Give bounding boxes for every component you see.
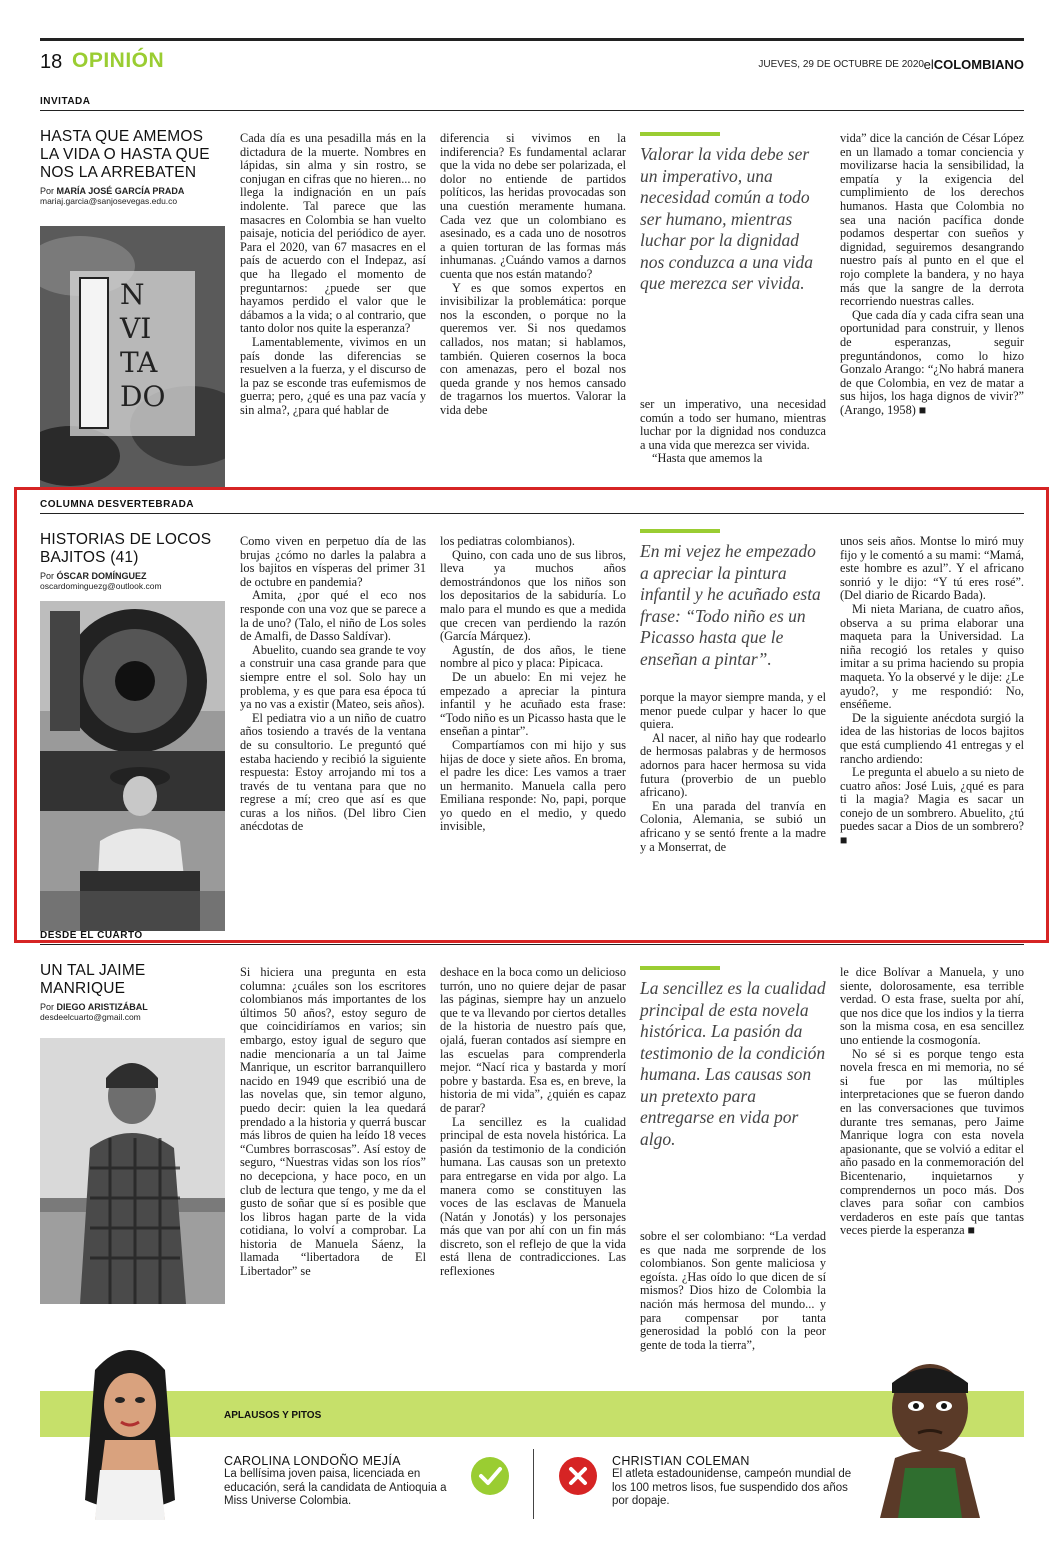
pull-quote: Valorar la vida debe ser un imperativo, una necesidad común a todo ser humano, mientras luchar por la dignidad nos conduzca a una vida que merezca ser vivida. xyxy=(640,132,826,295)
author-block xyxy=(40,531,225,591)
author-block xyxy=(40,128,225,206)
pito-name: CHRISTIAN COLEMAN xyxy=(612,1454,750,1468)
masthead: elCOLOMBIANO xyxy=(923,57,1024,72)
article-headline: UN TAL JAIME MANRIQUE xyxy=(40,962,146,997)
invitado-image xyxy=(40,226,225,488)
article-column-2: deshace en la boca como un delicioso turrón, uno no quiere dejar de pasar las páginas, siempre hay un anzuelo que te va llevando por ciertos detalles de la historia de nuestro país que, ojalá, fueran contados así siempre en las escuelas para comprenderla mejor. “Nací rica y bastarda y morí pobre y bastarda. Esa es, en breve, la historia de mi vida”, ¿quién es capaz de parar? La sencillez es la cualidad principal de esta novela histórica. La pasión da testimonio de la condición humana. Las causas son un pretexto para entregarse en vida por algo. La manera como se constituyen las voces de las esclavas de Manuela (Natán y Jonotás) y los personajes más que van por ahí con un fin más discreto, son el reflejo de que la vida está llena de contradicciones. Las reflexiones xyxy=(440,966,626,1279)
section-label: COLUMNA DESVERTEBRADA xyxy=(40,499,195,510)
check-icon xyxy=(470,1456,510,1496)
author-photo xyxy=(40,1038,225,1304)
invitado-word: N VI TA DO xyxy=(120,278,166,413)
section-label: INVITADA xyxy=(40,96,91,107)
author-photo xyxy=(40,601,225,931)
author-photo-graphic xyxy=(40,1038,225,1304)
article-column-2: diferencia si vivimos en la indiferencia? Es fundamental aclarar que la vida no debe ser polarizada, el dolor no entiende de partidos políticos, las heridas provocadas son una cuestión meramente humana. Cada vez que un colombiano es asesinado, es a cada uno de nosotros a quien torturan de las formas más inhumanas. ¿Cuándo vamos a darnos cuenta que nos están matando? Y es que somos expertos en invisibilizar la problemática: porque nos la esconden, o porque no la queremos ver. Si nos quedamos callados, nos matan; si hablamos, también. Quieren cosernos la boca con amenazas, pero el bozal nos queda grande y nos hemos cansado de tragarnos los muertos. Valorar la vida debe xyxy=(440,132,626,417)
article-column-3: porque la mayor siempre manda, y el menor puede culpar y hacer lo que quiera. Al nacer, al niño hay que rodearlo de hermosas palabras y de hermosos adornos para hacer hermosa su vida futura (proverbio de un pueblo africano). En una parada del tranvía en Colonia, Alemania, se subió un africano y se sentó frente a la madre y a Monserrat, de xyxy=(640,691,826,854)
caricature-man xyxy=(870,1338,990,1518)
divider xyxy=(533,1449,534,1519)
aplauso-item xyxy=(224,1454,464,1509)
article-headline: HISTORIAS DE LOCOS BAJITOS (41) xyxy=(40,531,212,566)
divider xyxy=(40,110,1024,111)
byline: Por MARÍA JOSÉ GARCÍA PRADA xyxy=(40,186,185,196)
dateline: JUEVES, 29 DE OCTUBRE DE 2020 xyxy=(758,59,924,70)
section-name: OPINIÓN xyxy=(72,49,165,72)
quote-accent-bar xyxy=(640,132,720,136)
byline: Por DIEGO ARISTIZÁBAL xyxy=(40,1002,148,1012)
article-column-1: Como viven en perpetuo día de las brujas ¿cómo no darles la palabra a los bajitos en vísperas del primer 31 de octubre en pandemia? Amita, ¿por qué el eco nos responde con una voz que se parece a la de uno? (Talo, el niño de Los soles de Amalfi, de Dasso Saldívar). Abuelito, cuando sea grande te voy a construir una casa grande para que siempre entre el sol. Solo hay un problema, y es que para esa época tú ya no vas a existir (Mateo, seis años). El pediatra vio a un niño de cuatro años tosiendo a través de la ventana de su consultorio. Le preguntó qué estaba haciendo y recibió la siguiente respuesta: Estoy arrojando mi tos a través de tu ventana para que no regrese a mí; creo que así es que curas a los niños. (Del libro Cien anécdotas de xyxy=(240,535,426,834)
quote-accent-bar xyxy=(640,966,720,970)
article-column-2: los pediatras colombianos). Quino, con cada uno de sus libros, lleva ya muchos años demostrándonos que los niños son los depositarios de la sabiduría. Lo malo para el mundo es que a medida que crecen van perdiendo la razón (García Márquez). Agustín, de dos años, le tiene nombre al pico y placa: Pipicaca. De un abuelo: En mi vejez he empezado a apreciar la pintura infantil y he acuñado esta frase: “Todo niño es un Picasso hasta que le enseñan a pintar”. Compartíamos con mi hijo y sus hijas de doce y siete años. En broma, el padre les dice: Les vamos a traer un hermanito. Manuela calla pero Emiliana responde: No, papi, porque yo quedo en el medio, y quedo invisible, xyxy=(440,535,626,834)
pito-item xyxy=(612,1454,852,1509)
author-email: oscardominguezg@outlook.com xyxy=(40,581,162,591)
aplauso-text: La bellísima joven paisa, licenciada en educación, será la candidata de Antioquia a Miss Universe Colombia. xyxy=(224,1468,447,1507)
article-column-4: unos seis años. Montse lo miró muy fijo y le comentó a su mami: “Mamá, este hombre es azul”. Y el africano sonrió y le dijo: “Y tú eres rosé”. (Del diario de Ricardo Bada). Mi nieta Mariana, de cuatro años, observa a su prima elaborar una maqueta para la Universidad. La niña recogió los retales y quiso imitar a su prima haciendo su propia maqueta. Yo la observé y le dije: ¿Le ayudo?, y me respondió: No, enséñeme. De la siguiente anécdota surgió la idea de las historias de locos bajitos que está cumpliendo 41 entregas y el rancho ardiendo: Le pregunta el abuelo a su nieto de cuatro años: José Luis, ¿qué es para ti la magia? Magia es sacar un conejo de un sombrero. Abuelito, ¿tú puedes sacar a Dios de un sombrero? ■ xyxy=(840,535,1024,848)
article-column-4: le dice Bolívar a Manuela, y uno siente, dolorosamente, esa terrible verdad. O esta frase, suelta por ahí, que nos dice que los indios y la tierra son la misma cosa, en esa sencillez uno entiende la cosmogonía. No sé si es porque tengo esta novela fresca en mi memoria, no sé si fue por las múltiples interpretaciones que se fueron dando en las conversaciones que tuvimos durante tres semanas, pero Jaime Manrique logra con esta novela apasionante, que se volvió a editar el año pasado en la conmemoración del Bicentenario, inquietarnos y comprendernos un poco más. Dos claves para soñar con cambios verdaderos en este país que tantas veces pierde la esperanza ■ xyxy=(840,966,1024,1238)
article-column-4: vida” dice la canción de César López en un llamado a tomar conciencia y movilizarse hacia la sensibilidad, la empatía y la exigencia del cumplimiento de los derechos humanos. Hasta que Colombia no sea una nación pacífica donde podamos despertar con sueños y dignidad, seguiremos desangrando nuestro país al punto en el que el rojo complete la bandera, y no haya más que la sangre de la derrota recorriendo nuestras calles. Que cada día y cada cifra sean una oportunidad para construir, y llenos de esperanzas, seguir preguntándonos, como lo hizo Gonzalo Arango: “¿No habrá manera de que Colombia, en vez de matar a sus hijos, los haga dignos de vivir?” (Arango, 1958) ■ xyxy=(840,132,1024,417)
section-desde-el-cuarto xyxy=(40,930,1024,1360)
article-column-1: Cada día es una pesadilla más en la dictadura de la muerte. Nombres en lápidas, sin alma y sin rostro, se conjugan en cifras que no hieren... no llega la indignación en un país indolente. Tal parece que las masacres en Colombia se han vuelto paisaje, noticia del periódico de ayer. Para el 2020, van 67 masacres en el país de acuerdo con el Indepaz, así que ha llegado el momento de preguntarnos: ¿puede ser que hayamos perdido el valor que le dábamos a la vida; o al contrario, que tanto dolor nos quite la esperanza? Lamentablemente, vivimos en un país donde las diferencias se resuelven a la fuerza, y el discurso de la paz se esconde tras eufemismos de guerra; pero, ¿qué es una paz vacía y sin alma?, ¿para qué hablar de xyxy=(240,132,426,417)
section-desvertebrada xyxy=(40,499,1024,939)
cross-icon xyxy=(558,1456,598,1496)
divider xyxy=(40,944,1024,945)
pito-text: El atleta estadounidense, campeón mundial de los 100 metros lisos, fue suspendido dos años por dopaje. xyxy=(612,1468,852,1507)
article-headline: HASTA QUE AMEMOS LA VIDA O HASTA QUE NOS LA ARREBATEN xyxy=(40,128,210,181)
author-email: mariaj.garcia@sanjosevegas.edu.co xyxy=(40,196,178,206)
quote-accent-bar xyxy=(640,529,720,533)
article-column-1: Si hiciera una pregunta en esta columna: ¿cuáles son los escritores colombianos más importantes de los últimos 50 años?, estoy seguro de que coincidiríamos en varios; sin embargo, estoy igual de seguro que nadie mencionaría a un tal Jaime Manrique, un escritor barranquillero nacido en 1949 que escribió una de las novelas que, sin temor alguno, puedo decir: quien la lea quedará prendado a la historia y querrá buscar más libros de quien ha leído 18 veces “Cumbres borrascosas”. Así estoy de seguro, “Nuestras vidas son los ríos” no decepciona, y hace poco, en un club de lectura que tengo, y me da el gusto de soñar que sí es posible que los libros hagan parte de la vida cotidiana, lo volví a comprobar. La historia de Manuela Sáenz, la llamada “libertadora de El Libertador” se xyxy=(240,966,426,1279)
author-photo-graphic xyxy=(40,601,225,931)
section-invitada xyxy=(40,96,1024,492)
aplauso-name: CAROLINA LONDOÑO MEJÍA xyxy=(224,1454,401,1468)
page-header xyxy=(40,38,1024,74)
divider xyxy=(40,513,1024,514)
page-number: 18 xyxy=(40,51,63,73)
pull-quote: La sencillez es la cualidad principal de esta novela histórica. La pasión da testimonio de la condición humana. Las causas son un pretexto para entregarse en vida por algo. xyxy=(640,966,826,1150)
author-email: desdeelcuarto@gmail.com xyxy=(40,1012,141,1022)
pull-quote: En mi vejez he empezado a apreciar la pintura infantil y he acuñado esta frase: “Todo niño es un Picasso hasta que le enseñan a pintar”. xyxy=(640,529,826,670)
article-column-3: ser un imperativo, una necesidad común a todo ser humano, mientras luchar por la dignidad nos conduzca a una vida que merezca ser vivida. “Hasta que amemos la xyxy=(640,398,826,466)
caricature-woman xyxy=(75,1330,185,1520)
byline: Por ÓSCAR DOMÍNGUEZ xyxy=(40,571,147,581)
aplausos-label: APLAUSOS Y PITOS xyxy=(224,1410,322,1421)
author-block xyxy=(40,962,225,1022)
article-column-3: sobre el ser colombiano: “La verdad es que nada me sorprende de los colombianos. Son gente maliciosa y egoísta. ¿Has oído lo que dicen de sí mismos? Dios hizo de Colombia la nación más hermosa del mundo... y para compensar por tanta generosidad la pobló con la peor gente de toda la tierra”, xyxy=(640,1230,826,1352)
section-label: DESDE EL CUARTO xyxy=(40,930,143,941)
